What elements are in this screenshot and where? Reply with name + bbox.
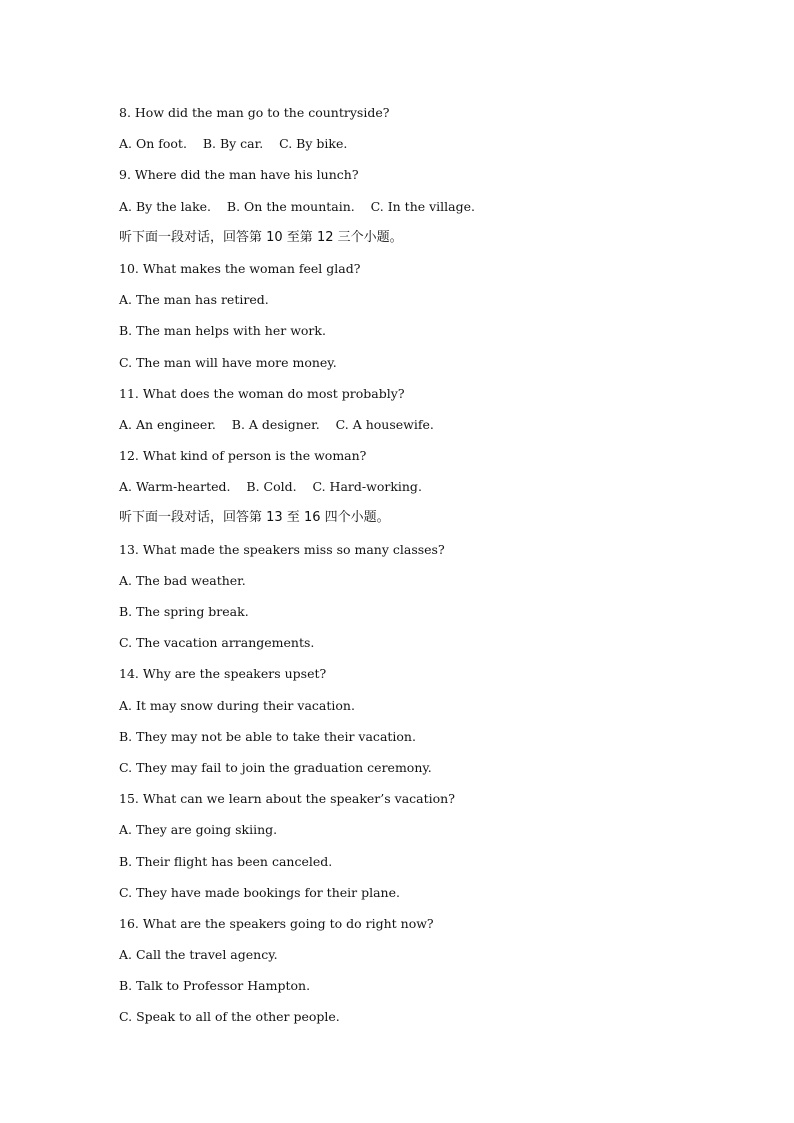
question-15-option-c: C. They have made bookings for their plane. bbox=[119, 884, 400, 900]
question-15: 15. What can we learn about the speaker’s vacation? bbox=[119, 791, 455, 807]
question-15-option-a: A. They are going skiing. bbox=[119, 822, 278, 838]
question-10-option-a: A. The man has retired. bbox=[119, 292, 269, 308]
question-14: 14. Why are the speakers upset? bbox=[119, 666, 327, 682]
question-9-options: A. By the lake. B. On the mountain. C. In the village. bbox=[119, 198, 475, 214]
question-11: 11. What does the woman do most probably? bbox=[119, 385, 405, 401]
question-14-option-c: C. They may fail to join the graduation ceremony. bbox=[119, 759, 432, 775]
question-10: 10. What makes the woman feel glad? bbox=[119, 260, 361, 276]
question-11-options: A. An engineer. B. A designer. C. A housewife. bbox=[119, 416, 434, 432]
question-13: 13. What made the speakers miss so many classes? bbox=[119, 541, 445, 557]
question-10-option-c: C. The man will have more money. bbox=[119, 354, 337, 370]
question-15-option-b: B. Their flight has been canceled. bbox=[119, 853, 333, 869]
question-12-options: A. Warm-hearted. B. Cold. C. Hard-working. bbox=[119, 479, 422, 495]
exam-content bbox=[119, 103, 759, 1039]
question-12: 12. What kind of person is the woman? bbox=[119, 448, 367, 464]
question-16: 16. What are the speakers going to do right now? bbox=[119, 915, 434, 931]
section-instruction-13-16: 听下面一段对话，回答第 13 至 16 四个小题。 bbox=[119, 510, 390, 526]
question-16-option-a: A. Call the travel agency. bbox=[119, 947, 278, 963]
question-13-option-a: A. The bad weather. bbox=[119, 572, 246, 588]
question-9: 9. Where did the man have his lunch? bbox=[119, 167, 359, 183]
question-10-option-b: B. The man helps with her work. bbox=[119, 323, 326, 339]
question-14-option-b: B. They may not be able to take their vacation. bbox=[119, 728, 416, 744]
question-16-option-c: C. Speak to all of the other people. bbox=[119, 1009, 340, 1025]
section-instruction-10-12: 听下面一段对话，回答第 10 至第 12 三个小题。 bbox=[119, 229, 403, 245]
question-16-option-b: B. Talk to Professor Hampton. bbox=[119, 978, 311, 994]
question-8: 8. How did the man go to the countryside? bbox=[119, 105, 390, 120]
question-8-options: A. On foot. B. By car. C. By bike. bbox=[119, 136, 348, 152]
question-13-option-b: B. The spring break. bbox=[119, 604, 249, 619]
question-14-option-a: A. It may snow during their vacation. bbox=[119, 697, 355, 713]
question-13-option-c: C. The vacation arrangements. bbox=[119, 635, 315, 651]
